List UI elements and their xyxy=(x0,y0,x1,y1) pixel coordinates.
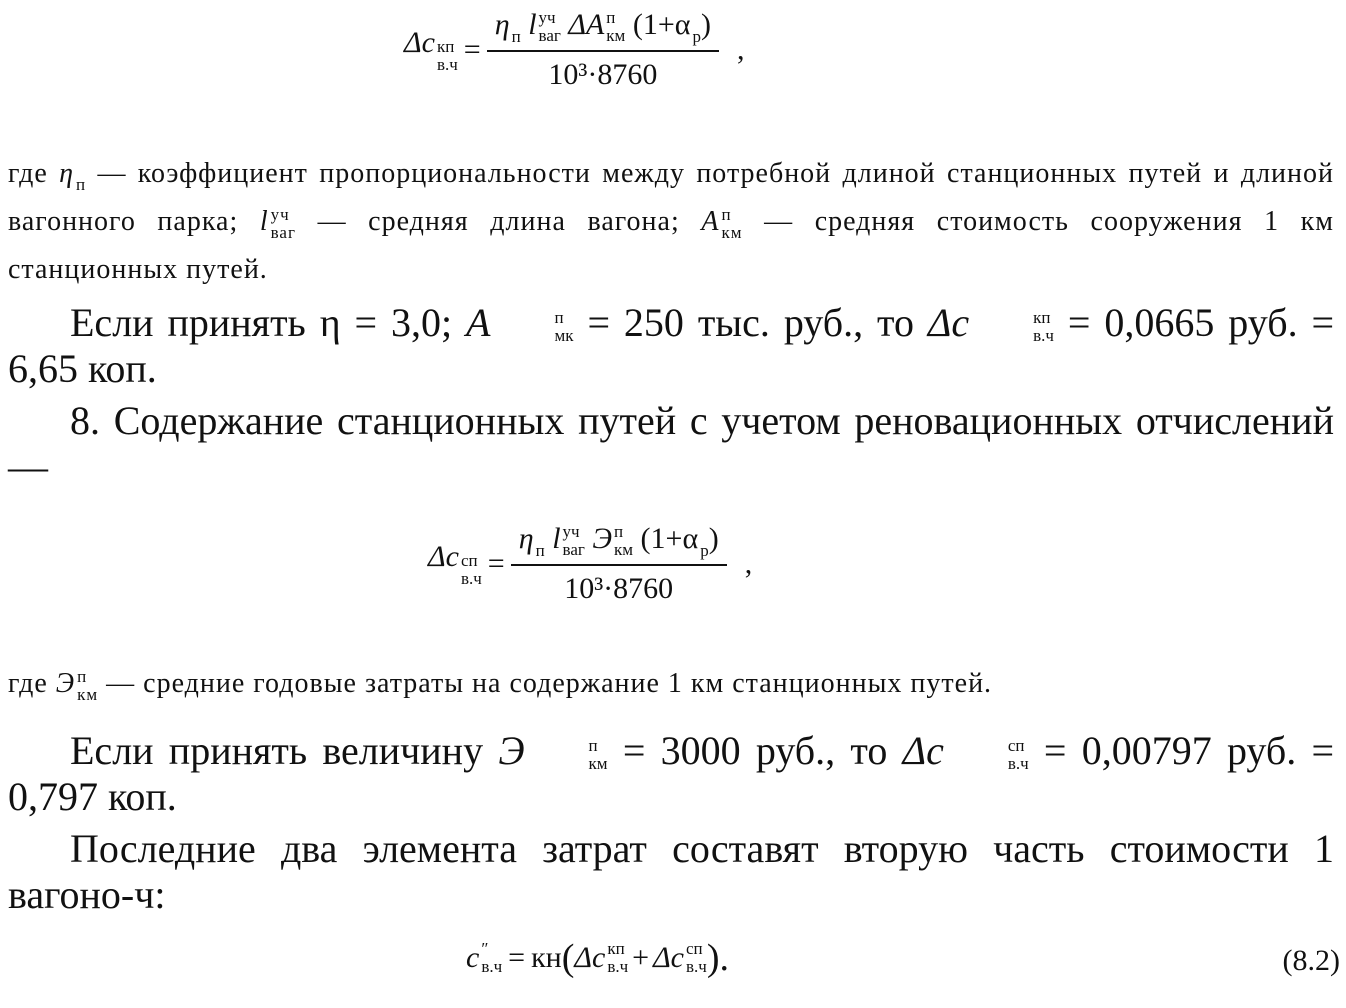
paragraph-where-eta: где η п — коэффициент пропорциональности между потребной длиной станционных путей и длиной вагонного парка; l уч ваг — средняя длина вагона; A п км — средняя стоимость сооружения 1 км станционных путей. xyxy=(8,158,1334,285)
formula-delta-c-sp: Δc сп в.ч = η п l уч ваг Э п км (1+α р ) 10³·8760 , xyxy=(428,522,753,605)
paragraph-item-8: 8. Содержание станционных путей с учетом реновационных отчислений — xyxy=(8,398,1334,489)
denominator: 10³·8760 xyxy=(548,58,658,91)
fraction xyxy=(487,8,719,92)
numerator: η п l уч ваг Э п км (1+α р ) xyxy=(518,522,719,560)
formula-delta-c-kp xyxy=(404,8,744,92)
paragraph-last-two: Последние два элемента затрат составят вторую часть стоимости 1 вагоно-ч: xyxy=(8,826,1334,917)
formula-lhs: Δc сп в.ч xyxy=(428,540,482,588)
numerator: η п l уч ваг ΔA п км (1+α р ) xyxy=(494,8,711,46)
fraction xyxy=(511,522,727,606)
lhs-superscript: кп xyxy=(436,37,455,56)
formula-lhs xyxy=(404,26,458,74)
paragraph-if-eta: Если принять η = 3,0; A п мк = 250 тыс. руб., то Δc кп в.ч = 0,0665 руб. = 6,65 коп. xyxy=(8,300,1335,391)
paragraph-where-e: где Э п км — средние годовые затраты на содержание 1 км станционных путей. xyxy=(8,666,993,704)
formula-c-vch: c ″ в.ч = кн ( Δc кп в.ч + Δc сп в.ч ). xyxy=(466,937,729,979)
equation-number: (8.2) xyxy=(1282,944,1340,977)
denominator: 10³·8760 xyxy=(564,572,674,605)
paragraph-if-e: Если принять величину Э п км = 3000 руб., то Δc сп в.ч = 0,00797 руб. = 0,797 коп. xyxy=(8,728,1335,819)
lhs-symbol: Δc xyxy=(404,26,435,59)
lhs-subscript: в.ч xyxy=(436,55,458,74)
formula-comma: , xyxy=(736,33,745,66)
equals-sign: = xyxy=(463,33,481,66)
